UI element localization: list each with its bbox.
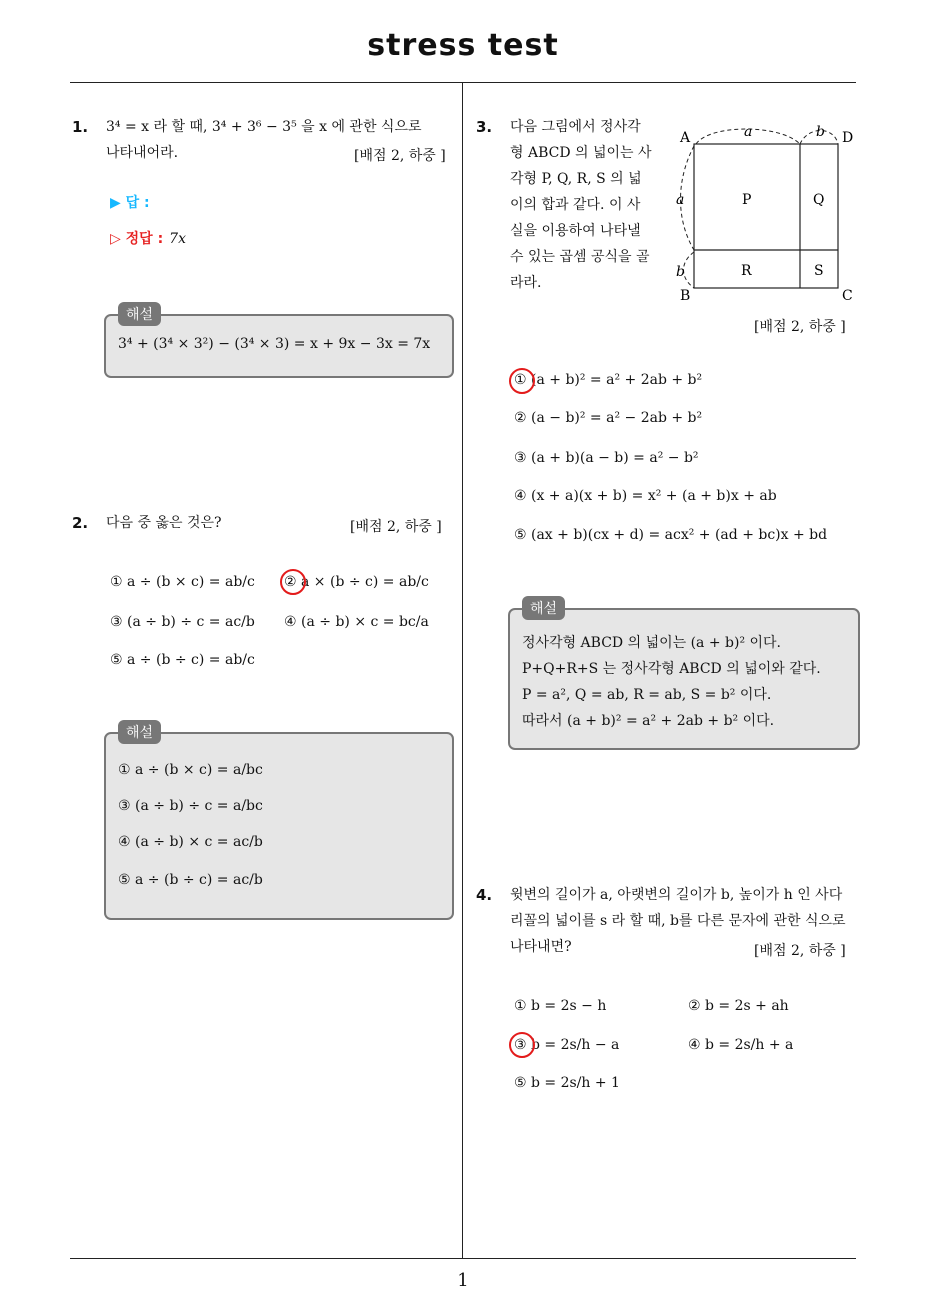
question-number: 2. <box>72 514 89 532</box>
option-4[interactable]: ④ b = 2s/h + a <box>688 1037 794 1053</box>
region-r-label: R <box>741 263 752 279</box>
solution-line: 3⁴ + (3⁴ × 3²) − (3⁴ × 3) = x + 9x − 3x = 7x <box>118 336 431 352</box>
side-label-a-top: a <box>744 124 753 140</box>
question-text-line: 각형 P, Q, R, S 의 넓 <box>510 171 642 187</box>
option-4[interactable]: ④ (x + a)(x + b) = x² + (a + b)x + ab <box>514 488 777 504</box>
square-figure <box>670 120 860 310</box>
question-text-line: 이의 합과 같다. 이 사 <box>510 197 641 213</box>
option-5[interactable]: ⑤ a ÷ (b ÷ c) = ab/c <box>110 652 255 668</box>
solution-tag: 해설 <box>522 596 565 620</box>
option-2[interactable]: ② b = 2s + ah <box>688 998 789 1014</box>
solution-line: 따라서 (a + b)² = a² + 2ab + b² 이다. <box>522 713 775 729</box>
option-4[interactable]: ④ (a ÷ b) × c = bc/a <box>284 614 429 630</box>
solution-line: 정사각형 ABCD 의 넓이는 (a + b)² 이다. <box>522 635 782 651</box>
score-meta: [배점 2, 하중 ] <box>350 519 442 535</box>
region-p-label: P <box>742 192 752 208</box>
option-5[interactable]: ⑤ (ax + b)(cx + d) = acx² + (ad + bc)x + bd <box>514 527 828 543</box>
question-text-line: 다음 그림에서 정사각 <box>510 119 641 135</box>
region-q-label: Q <box>813 192 825 208</box>
question-text: 다음 중 옳은 것은? <box>106 515 222 531</box>
question-number: 3. <box>476 118 493 136</box>
score-meta: [배점 2, 하중 ] <box>754 319 846 335</box>
solution-line: ⑤ a ÷ (b ÷ c) = ac/b <box>118 872 263 888</box>
option-1[interactable]: ① (a + b)² = a² + 2ab + b² <box>514 372 703 388</box>
solution-line: P+Q+R+S 는 정사각형 ABCD 의 넓이와 같다. <box>522 661 821 677</box>
solution-line: P = a², Q = ab, R = ab, S = b² 이다. <box>522 687 772 703</box>
question-text-line2: 나타내어라. <box>106 145 179 161</box>
solution-line: ④ (a ÷ b) × c = ac/b <box>118 834 263 850</box>
selected-answer-mark <box>509 1032 535 1058</box>
question-number: 1. <box>72 118 89 136</box>
side-label-b-left: b <box>676 264 685 280</box>
correct-value: 7x <box>169 231 186 247</box>
answer-label: ▶ 답 : <box>110 195 150 211</box>
solution-line: ③ (a ÷ b) ÷ c = a/bc <box>118 798 263 814</box>
question-text-line2: 리꼴의 넓이를 s 라 할 때, b를 다른 문자에 관한 식으로 <box>510 913 846 929</box>
corner-c-label: C <box>842 288 853 304</box>
column-divider <box>462 82 463 1258</box>
solution-line: ① a ÷ (b × c) = a/bc <box>118 762 263 778</box>
option-3[interactable]: ③ (a + b)(a − b) = a² − b² <box>514 450 699 466</box>
option-5[interactable]: ⑤ b = 2s/h + 1 <box>514 1075 620 1091</box>
selected-answer-mark <box>280 569 306 595</box>
side-label-b-top: b <box>816 124 825 140</box>
score-meta: [배점 2, 하중 ] <box>754 943 846 959</box>
question-text-line3: 나타내면? <box>510 939 572 955</box>
question-text-line: 라라. <box>510 275 542 291</box>
question-text-line1: 윗변의 길이가 a, 아랫변의 길이가 b, 높이가 h 인 사다 <box>510 887 843 903</box>
option-1[interactable]: ① b = 2s − h <box>514 998 607 1014</box>
correct-label: ▷ 정답 : <box>110 231 164 247</box>
solution-tag: 해설 <box>118 720 161 744</box>
option-1[interactable]: ① a ÷ (b × c) = ab/c <box>110 574 255 590</box>
question-text-line: 수 있는 곱셈 공식을 골 <box>510 249 650 265</box>
corner-d-label: D <box>842 130 854 146</box>
selected-answer-mark <box>509 368 535 394</box>
side-label-a-left: a <box>676 192 685 208</box>
option-3[interactable]: ③ (a ÷ b) ÷ c = ac/b <box>110 614 255 630</box>
side-b-left-brace <box>684 252 695 288</box>
corner-b-label: B <box>680 288 691 304</box>
corner-a-label: A <box>680 130 691 146</box>
solution-tag: 해설 <box>118 302 161 326</box>
question-text-line: 실을 이용하여 나타낼 <box>510 223 641 239</box>
solution-box <box>104 732 454 920</box>
solution-box <box>508 608 860 750</box>
option-2[interactable]: ② (a − b)² = a² − 2ab + b² <box>514 410 703 426</box>
score-meta: [배점 2, 하중 ] <box>354 148 446 164</box>
question-number: 4. <box>476 886 493 904</box>
page-number: 1 <box>457 1270 469 1291</box>
region-s-label: S <box>814 263 824 279</box>
page-title: stress test <box>367 28 559 63</box>
correct-answer <box>110 228 186 248</box>
footer-divider <box>70 1258 856 1259</box>
header-divider <box>70 82 856 83</box>
option-3[interactable]: ③ b = 2s/h − a <box>514 1037 620 1053</box>
question-text-line: 형 ABCD 의 넓이는 사 <box>510 145 652 161</box>
question-text-line1: 3⁴ = x 라 할 때, 3⁴ + 3⁶ − 3⁵ 을 x 에 관한 식으로 <box>106 119 422 135</box>
option-2[interactable]: ② a × (b ÷ c) = ab/c <box>284 574 429 590</box>
